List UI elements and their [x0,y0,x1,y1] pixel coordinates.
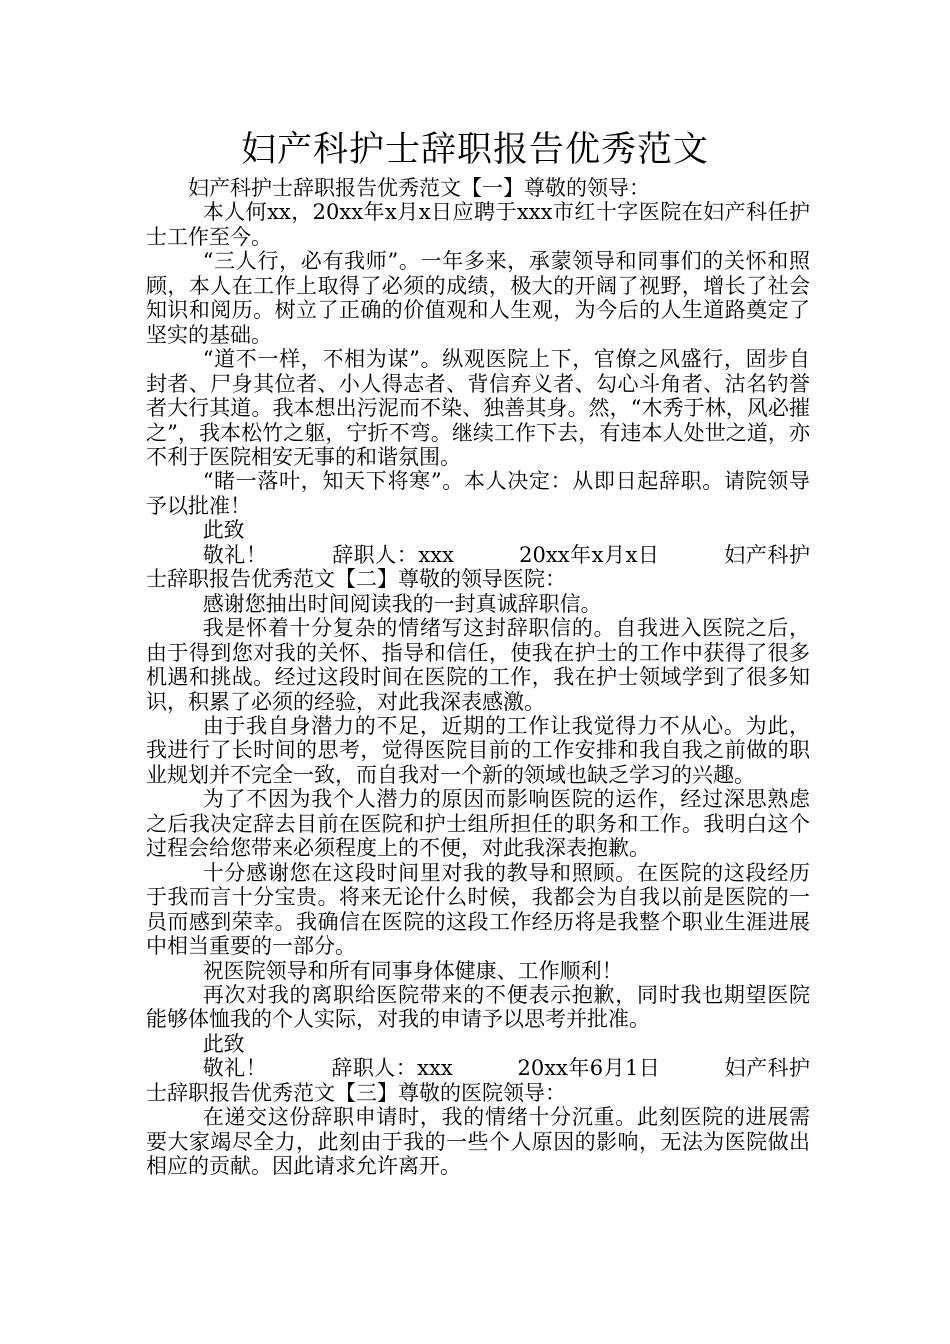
closing-salutation: 此致 [202,518,245,543]
paragraph: 本人何xx，20xx年x月x日应聘于xxx市红十字医院在妇产科任护士工作至今。 [146,200,810,249]
signature-and-section-heading-3: 敬礼！ 辞职人：xxx 20xx年6月1日 妇产科护士辞职报告优秀范文【三】尊敬的医院领导： [146,1056,810,1105]
paragraph: 我是怀着十分复杂的情绪写这封辞职信的。自我进入医院之后，由于得到您对我的关怀、指导和信任，使我在护士的工作中获得了很多机遇和挑战。经过这段时间在医院的工作，我在护士领域学到了很多知识，积累了必须的经验，对此我深表感激。 [146,616,810,714]
paragraph: 感谢您抽出时间阅读我的一封真诚辞职信。 [202,591,602,616]
paragraph: 由于我自身潜力的不足，近期的工作让我觉得力不从心。为此，我进行了长时间的思考，觉得医院目前的工作安排和我自我之前做的职业规划并不完全一致，而自我对一个新的领域也缺乏学习的兴趣。 [146,713,810,787]
paragraph: 祝医院领导和所有同事身体健康、工作顺利！ [202,958,623,983]
paragraph: 在递交这份辞职申请时，我的情绪十分沉重。此刻医院的进展需要大家竭尽全力，此刻由于我的一些个人原因的影响，无法为医院做出相应的贡献。因此请求允许离开。 [146,1105,810,1179]
paragraph: “道不一样，不相为谋”。纵观医院上下，官僚之风盛行，固步自封者、尸身其位者、小人得志者、背信弃义者、勾心斗角者、沽名钓誉者大行其道。我本想出污泥而不染、独善其身。然，“木秀于林，风必摧之”，我本松竹之躯，宁折不弯。继续工作下去，有违本人处世之道，亦不利于医院相安无事的和谐氛围。 [146,347,810,469]
paragraph: 十分感谢您在这段时间里对我的教导和照顾。在医院的这段经历于我而言十分宝贵。将来无论什么时候，我都会为自我以前是医院的一员而感到荣幸。我确信在医院的这段工作经历将是我整个职业生涯进展中相当重要的一部分。 [146,860,810,959]
paragraph: “三人行，必有我师”。一年多来，承蒙领导和同事们的关怀和照顾，本人在工作上取得了必须的成绩，极大的开阔了视野，增长了社会知识和阅历。树立了正确的价值观和人生观，为今后的人生道路奠定了坚实的基础。 [146,249,810,347]
closing-salutation: 此致 [202,1031,245,1056]
section-heading-1: 妇产科护士辞职报告优秀范文【一】尊敬的领导： [188,176,650,200]
signature-and-section-heading-2: 敬礼！ 辞职人：xxx 20xx年x月x日 妇产科护士辞职报告优秀范文【二】尊敬的领导医院： [146,542,810,592]
paragraph: 再次对我的离职给医院带来的不便表示抱歉，同时我也期望医院能够体恤我的个人实际，对我的申请予以思考并批准。 [146,982,810,1032]
paragraph: “睹一落叶，知天下将寒”。本人决定：从即日起辞职。请院领导予以批准！ [146,469,810,518]
paragraph: 为了不因为我个人潜力的原因而影响医院的运作，经过深思熟虑之后我决定辞去目前在医院和护士组所担任的职务和工作。我明白这个过程会给您带来必须程度上的不便，对此我深表抱歉。 [146,787,810,861]
document-title: 妇产科护士辞职报告优秀范文 [240,130,709,170]
document-body [146,176,810,1179]
